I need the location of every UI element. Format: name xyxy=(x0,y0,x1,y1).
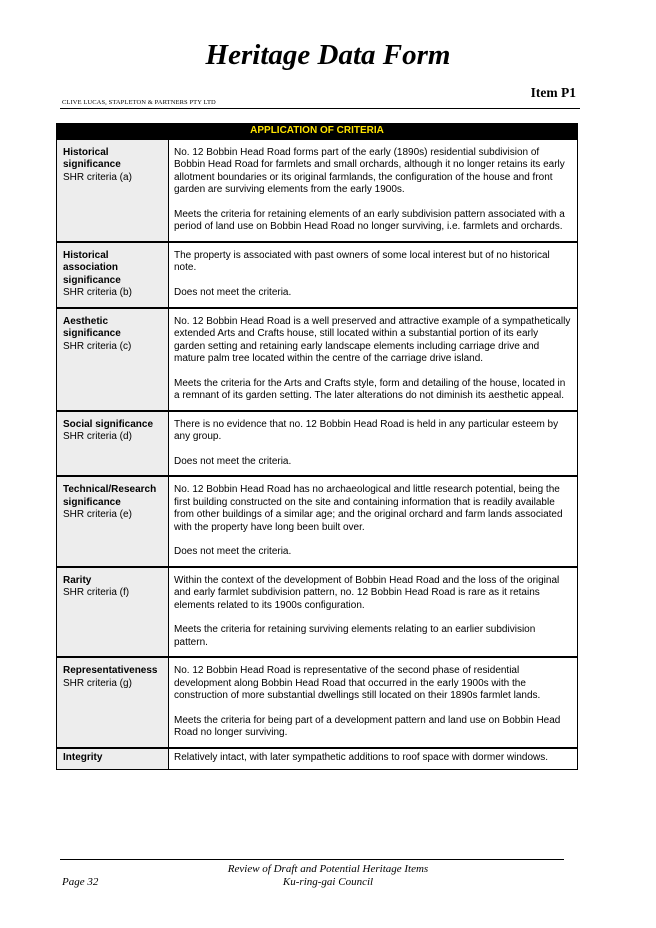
criterion-code: SHR criteria (d) xyxy=(63,431,132,442)
criterion-name: Representativeness xyxy=(63,665,158,676)
table-row xyxy=(57,242,578,308)
page-title: Heritage Data Form xyxy=(205,39,451,71)
criterion-cell xyxy=(57,242,169,308)
table-row xyxy=(57,139,578,242)
item-label: Item P1 xyxy=(530,85,576,100)
table-row xyxy=(57,748,578,770)
table-row xyxy=(57,567,578,658)
footer-rule xyxy=(60,859,564,860)
description-paragraph: No. 12 Bobbin Head Road has no archaeological and little research potential, being the first building constructed on the site and containing information that is readily available from other buildings of a similar age; and the original orchard and farm lands associated with the property have long been built over. xyxy=(174,484,563,533)
criterion-name: Social significance xyxy=(63,418,154,430)
criterion-cell xyxy=(57,748,169,770)
criteria-table xyxy=(56,123,578,770)
description-cell xyxy=(169,476,578,567)
description-paragraph: Within the context of the development of Bobbin Head Road and the loss of the original and early farmlet subdivision pattern, no. 12 Bobbin Head Road is rare as it retains elements related to its 1900s configuration. xyxy=(174,574,560,611)
criterion-cell xyxy=(57,308,169,411)
header-rule xyxy=(60,108,580,109)
criterion-cell xyxy=(57,657,169,748)
table-heading-row xyxy=(57,124,578,140)
criterion-code: SHR criteria (c) xyxy=(63,340,132,352)
criterion-code: SHR criteria (e) xyxy=(63,509,132,520)
description-paragraph: Does not meet the criteria. xyxy=(174,455,292,467)
description-paragraph: Does not meet the criteria. xyxy=(174,286,292,298)
description-paragraph: Meets the criteria for retaining elements of an early subdivision pattern associated with a period of land use on Bobbin Head Road no longer surviving, i.e. farmlets and orchards. xyxy=(174,208,565,232)
criterion-name: Rarity xyxy=(63,574,92,586)
criterion-name: Historical significance xyxy=(63,146,121,170)
criterion-name: Aesthetic significance xyxy=(63,315,121,339)
footer-council-name: Ku-ring-gai Council xyxy=(282,876,374,888)
footer-review-title: Review of Draft and Potential Heritage Items xyxy=(227,863,429,875)
criterion-name: Historical association significance xyxy=(63,249,121,286)
table-row xyxy=(57,476,578,567)
criterion-code: SHR criteria (f) xyxy=(63,587,130,598)
description-paragraph: The property is associated with past owners of some local interest but of no historical note. xyxy=(174,249,550,273)
page-number: Page 32 xyxy=(62,876,99,888)
description-cell xyxy=(169,411,578,477)
description-paragraph: Meets the criteria for retaining surviving elements relating to an earlier subdivision pattern. xyxy=(174,624,536,648)
description-paragraph: No. 12 Bobbin Head Road is representative of the second phase of residential development along Bobbin Head Road that occurred in the early 1900s with the construction of more substantial dwellings still located on their 1890s farmlet lands. xyxy=(174,665,541,701)
criterion-code: SHR criteria (b) xyxy=(63,287,132,298)
description-paragraph: No. 12 Bobbin Head Road forms part of the early (1890s) residential subdivision of Bobbin Head Road for farmlets and small orchards, although it no longer retains its early allotment boundaries or its original farmlands, the configuration of the house and front garden are surviving elements from the early 1900s. xyxy=(174,146,565,195)
description-paragraph: Meets the criteria for being part of a development pattern and land use on Bobbin Head Road no longer surviving. xyxy=(174,714,561,738)
table-row xyxy=(57,308,578,411)
criterion-code: SHR criteria (g) xyxy=(63,677,132,689)
table-heading: APPLICATION OF CRITERIA xyxy=(57,124,578,140)
description-paragraph: No. 12 Bobbin Head Road is a well preserved and attractive example of a sympathetically extended Arts and Crafts house, still located within a substantial portion of its early garden setting and retaining early landscape elements including carriage drive and mature palm tree located within the centre of the carriage drive island. xyxy=(174,315,571,364)
criterion-cell xyxy=(57,567,169,658)
description-cell xyxy=(169,308,578,411)
description-paragraph: Relatively intact, with later sympathetic additions to roof space with dormer windows. xyxy=(174,751,549,763)
table-row xyxy=(57,411,578,477)
criterion-code: SHR criteria (a) xyxy=(63,171,132,183)
description-cell xyxy=(169,139,578,242)
description-paragraph: There is no evidence that no. 12 Bobbin Head Road is held in any particular esteem by any group. xyxy=(174,418,559,442)
criterion-cell xyxy=(57,139,169,242)
criterion-cell xyxy=(57,411,169,477)
description-paragraph: Does not meet the criteria. xyxy=(174,546,292,557)
description-cell xyxy=(169,242,578,308)
table-row xyxy=(57,657,578,748)
description-cell xyxy=(169,657,578,748)
description-paragraph: Meets the criteria for the Arts and Crafts style, form and detailing of the house, located in a remnant of its garden setting. The later alterations do not diminish its aesthetic appeal. xyxy=(174,377,566,401)
criterion-name: Technical/Research significance xyxy=(63,484,157,508)
criterion-cell xyxy=(57,476,169,567)
description-cell xyxy=(169,567,578,658)
description-cell xyxy=(169,748,578,770)
company-name: CLIVE LUCAS, STAPLETON & PARTNERS PTY LTD xyxy=(62,99,216,106)
criterion-name: Integrity xyxy=(63,751,103,763)
